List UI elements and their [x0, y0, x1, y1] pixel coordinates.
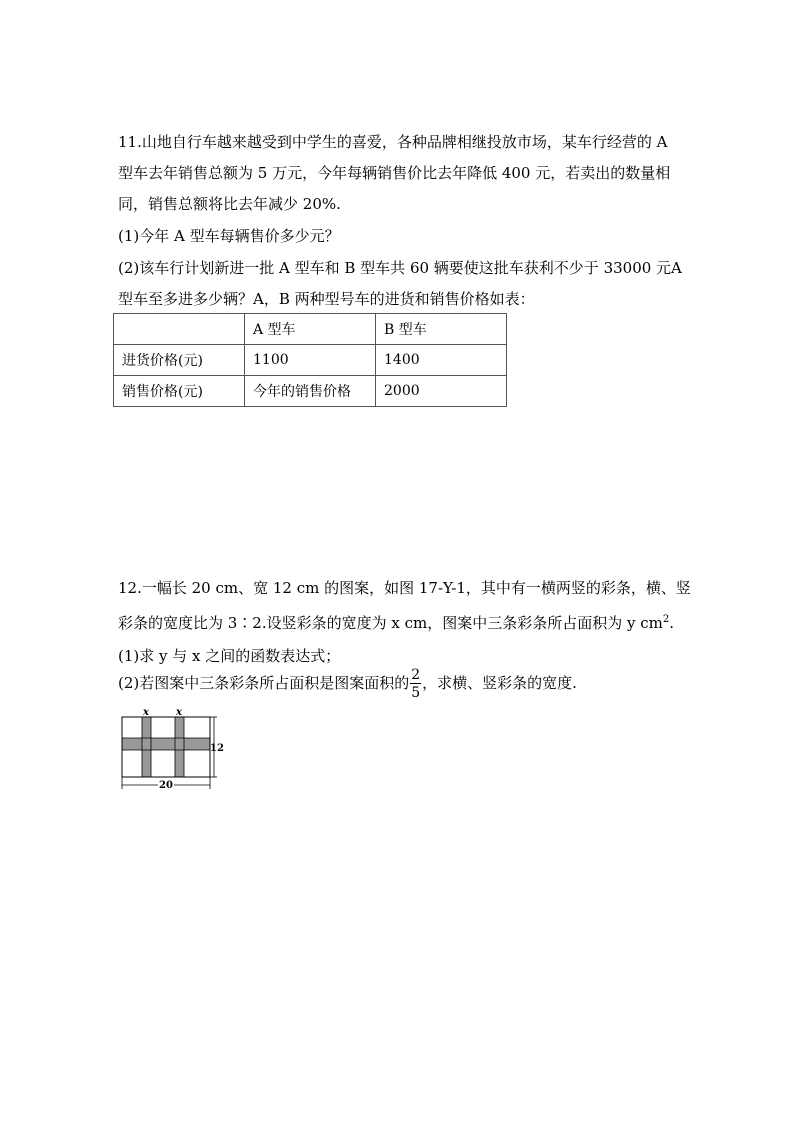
table-cell: 今年的销售价格	[245, 376, 376, 407]
table-header-cell	[114, 314, 245, 345]
q11-line-2: 型车去年销售总额为 5 万元，今年每辆销售价比去年降低 400 元，若卖出的数量相	[118, 164, 671, 182]
fraction-denominator: 5	[411, 685, 421, 701]
table-row	[114, 376, 507, 407]
height-dimension	[210, 717, 224, 777]
table-header-row	[114, 314, 507, 345]
q12-superscript: 2	[662, 614, 670, 625]
table-cell: 1100	[245, 345, 376, 376]
fraction	[410, 668, 421, 700]
q11-line-3: 同，销售总额将比去年减少 20%.	[118, 195, 341, 213]
q12-part-2-text: (2)若图案中三条彩条所占面积是图案面积的	[118, 674, 410, 692]
q12-line-2-text: 彩条的宽度比为 3∶2.设竖彩条的宽度为 x cm，图案中三条彩条所占面积为 y cm	[118, 614, 663, 632]
label-width: 20	[159, 780, 173, 791]
q12-line-1: 12.一幅长 20 cm、宽 12 cm 的图案，如图 17-Y-1，其中有一横两竖的彩条，横、竖	[118, 579, 691, 597]
price-table	[113, 313, 507, 407]
table-row	[114, 345, 507, 376]
label-x-left: x	[143, 707, 149, 718]
fraction-numerator: 2	[411, 667, 421, 683]
vertical-stripe-left	[142, 717, 151, 777]
table-cell: 进货价格(元)	[114, 345, 245, 376]
figure-17-y-1	[116, 705, 226, 795]
q12-part-2-end: ，求横、竖彩条的宽度.	[422, 674, 577, 692]
table-cell: 2000	[376, 376, 507, 407]
vertical-stripe-right	[175, 717, 184, 777]
table-header-cell: B 型车	[376, 314, 507, 345]
table-cell: 销售价格(元)	[114, 376, 245, 407]
label-x-right: x	[176, 707, 182, 718]
label-height: 12	[210, 743, 224, 754]
width-dimension	[122, 777, 210, 791]
q11-line-1: 11.山地自行车越来越受到中学生的喜爱，各种品牌相继投放市场，某车行经营的 A	[118, 133, 668, 151]
q12-part-1: (1)求 y 与 x 之间的函数表达式；	[118, 647, 341, 665]
q12-line-2-end: .	[669, 614, 675, 632]
table-header-cell: A 型车	[245, 314, 376, 345]
q11-part-2b: 型车至多进多少辆？A，B 两种型号车的进货和销售价格如表：	[118, 290, 535, 308]
flag-pattern	[122, 717, 210, 777]
q11-part-1: (1)今年 A 型车每辆售价多少元？	[118, 227, 340, 245]
horizontal-stripe	[122, 738, 210, 750]
q12-line-2	[118, 612, 674, 633]
table-cell: 1400	[376, 345, 507, 376]
q12-part-2	[118, 668, 577, 700]
q11-part-2a: (2)该车行计划新进一批 A 型车和 B 型车共 60 辆要使这批车获利不少于 33000 元A	[118, 259, 682, 277]
